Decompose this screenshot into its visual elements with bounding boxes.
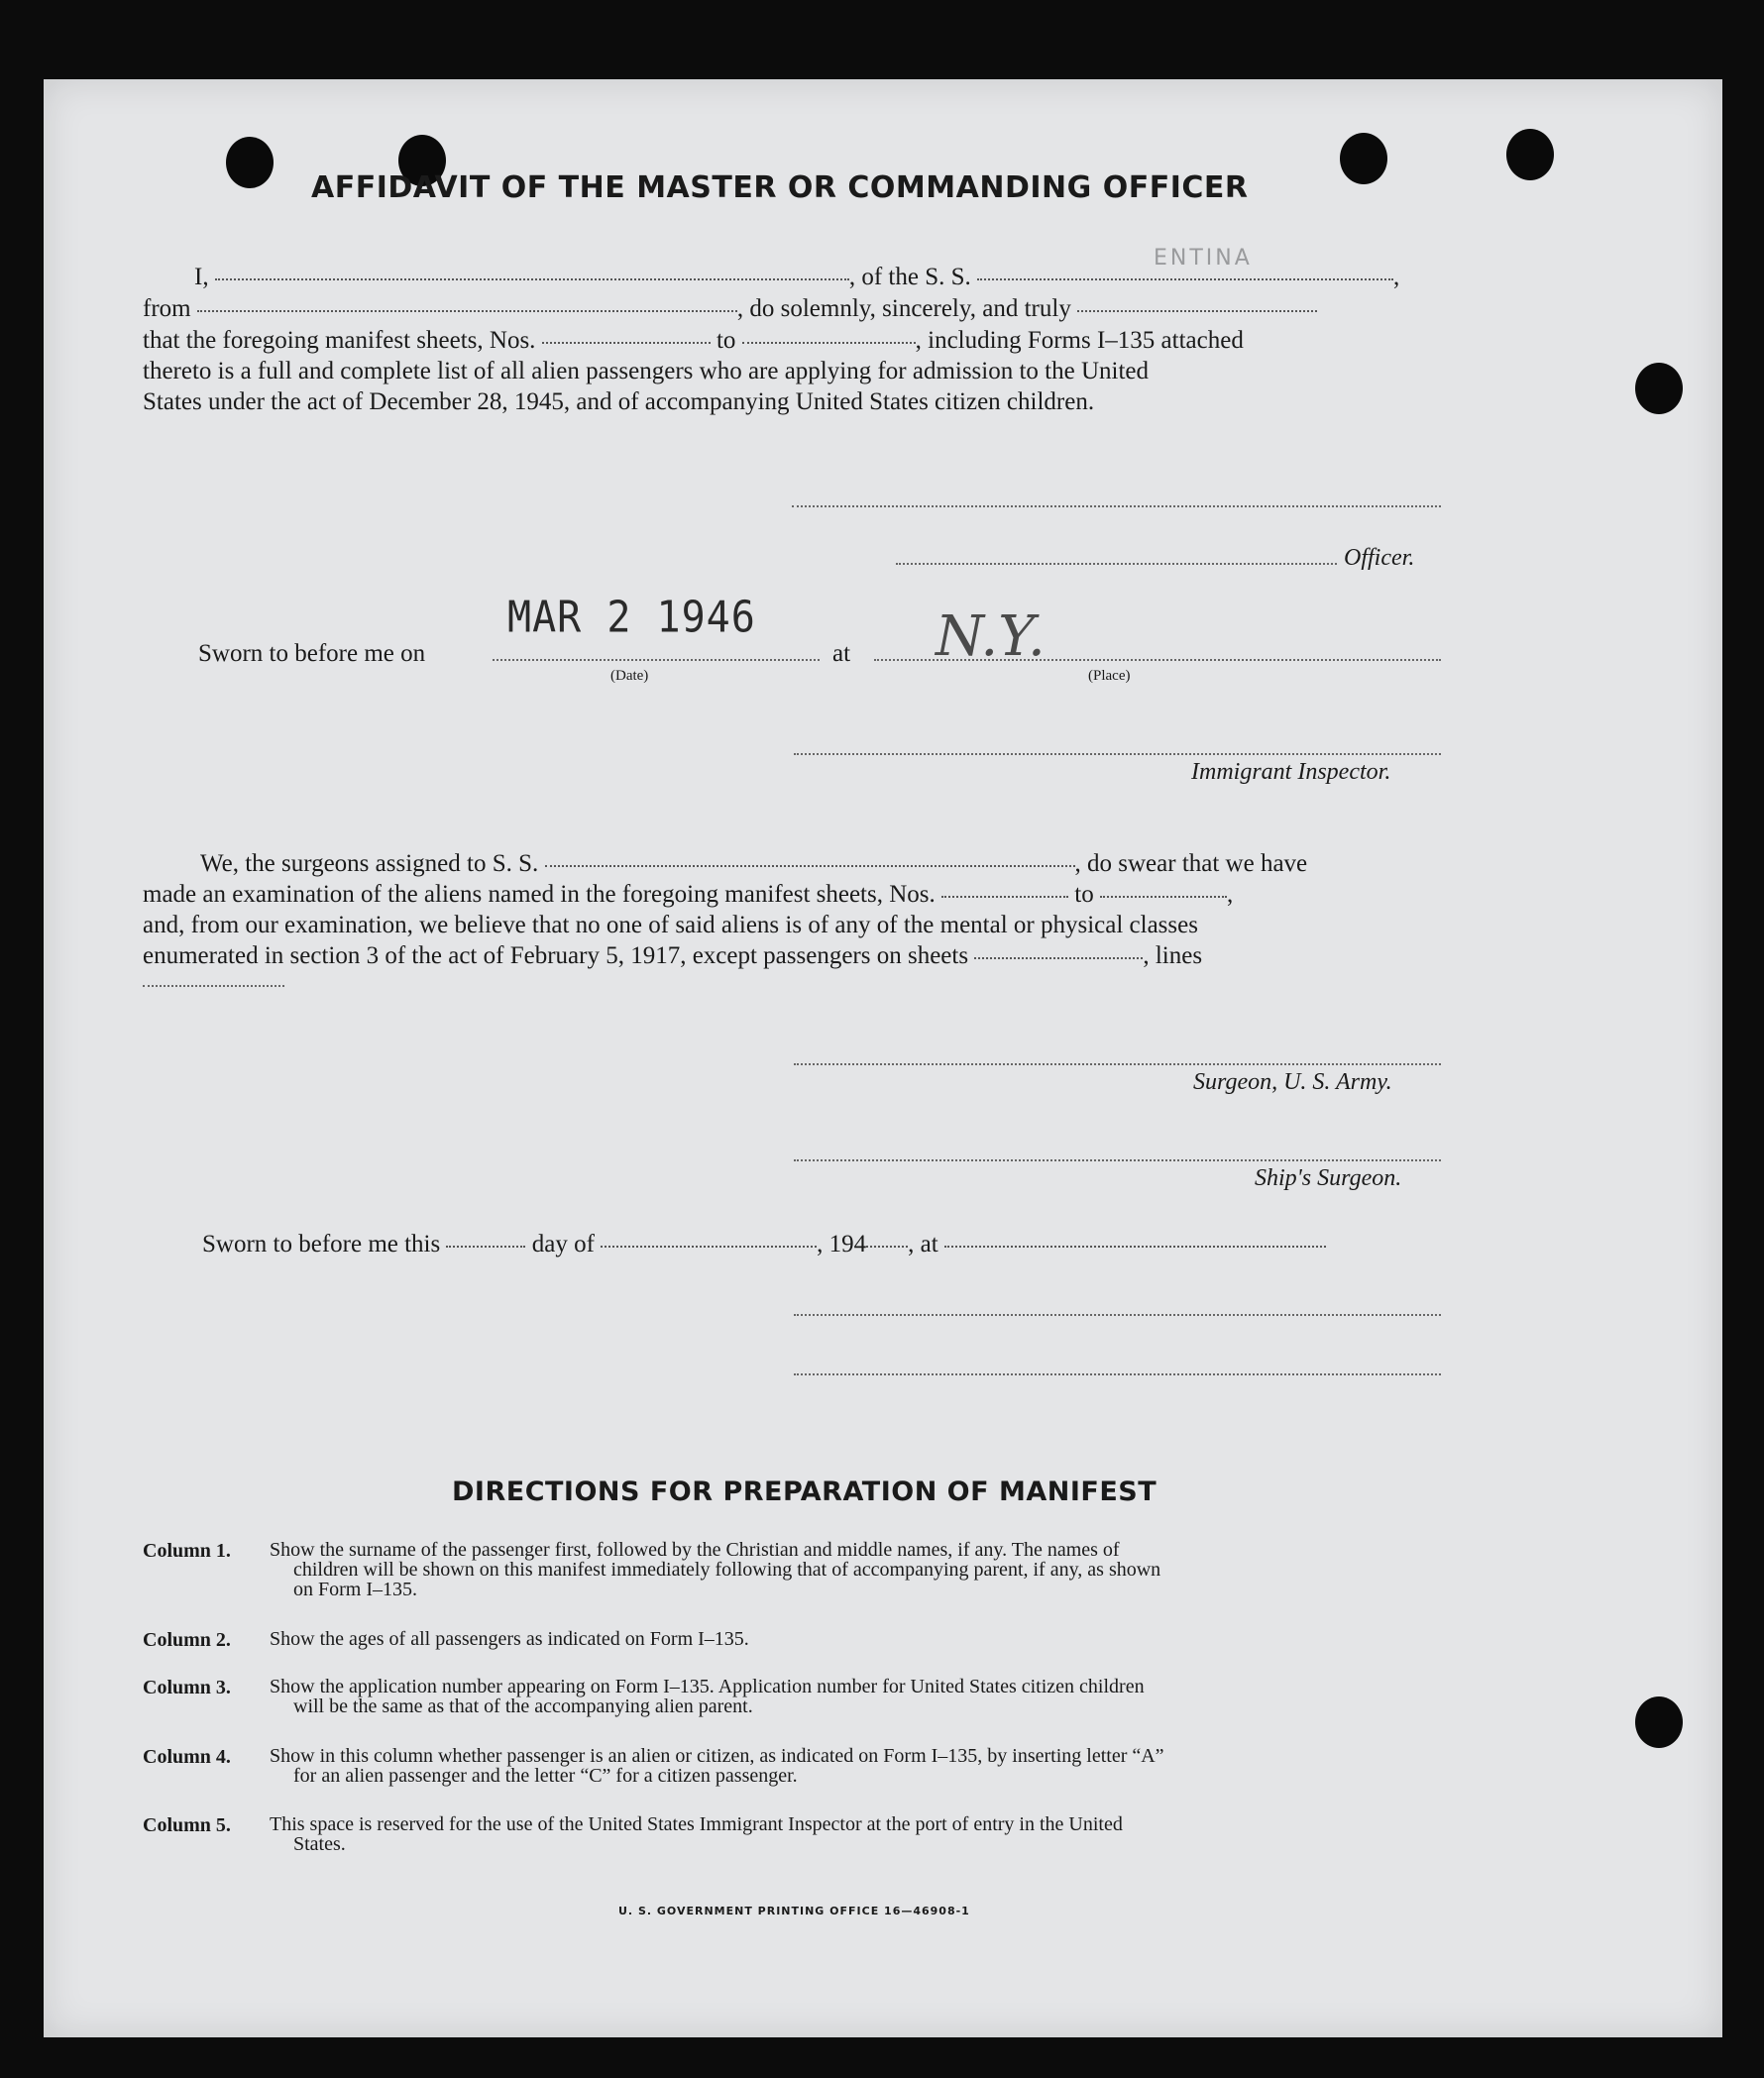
handwritten-place: N.Y. (936, 604, 1046, 669)
surgeons-line-4 (143, 942, 1202, 970)
name-blank[interactable] (215, 278, 849, 280)
text: , of the S. S. (848, 264, 971, 290)
text: Sworn to before me this (202, 1231, 441, 1258)
affidavit-line-5: States under the act of December 28, 1945, and of accompanying United States citizen children. (143, 388, 1095, 415)
army-surgeon-signature-line[interactable] (794, 1063, 1441, 1065)
directions-title: DIRECTIONS FOR PREPARATION OF MANIFEST (452, 1476, 1158, 1507)
text: We, the surgeons assigned to S. S. (200, 850, 539, 877)
direction-text: for an alien passenger and the letter “C” for a citizen passenger. (293, 1765, 798, 1787)
text: that the foregoing manifest sheets, Nos. (143, 327, 536, 354)
ship-surgeon-label: Ship's Surgeon. (1255, 1165, 1402, 1191)
truly-blank[interactable] (1077, 310, 1317, 312)
affidavit-line-3 (143, 327, 1244, 355)
surgeons-line-1 (200, 850, 1307, 878)
surgeons-line-2: made an examination of the aliens named in the foregoing manifest sheets, Nos. to , (143, 881, 1234, 908)
text: , do swear that we have (1074, 850, 1308, 877)
place-caption: (Place) (1088, 668, 1131, 684)
date-line[interactable] (493, 659, 820, 661)
text: from (143, 295, 191, 322)
direction-text: States. (293, 1833, 346, 1855)
text: , do solemnly, sincerely, and truly (736, 295, 1071, 322)
direction-text: This space is reserved for the use of the United States Immigrant Inspector at the port of entry in the United (270, 1813, 1123, 1835)
text: enumerated in section 3 of the act of February 5, 1917, except passengers on sheets (143, 942, 969, 969)
direction-text: Show the ages of all passengers as indicated on Form I–135. (270, 1628, 749, 1650)
army-surgeon-label: Surgeon, U. S. Army. (1193, 1069, 1392, 1095)
surgeon-sheets-to-blank[interactable] (1100, 896, 1227, 898)
text: , 194 (817, 1231, 867, 1258)
punch-hole-icon (1635, 363, 1683, 414)
from-blank[interactable] (197, 310, 737, 312)
direction-label: Column 4. (143, 1746, 231, 1768)
lines-blank[interactable] (143, 985, 284, 987)
text: I, (194, 264, 209, 290)
direction-text: Show the application number appearing on Form I–135. Application number for United States citizen children (270, 1676, 1145, 1697)
direction-label: Column 3. (143, 1677, 231, 1698)
surgeons-sworn-line (202, 1231, 1326, 1258)
direction-label: Column 1. (143, 1540, 231, 1562)
stamped-date: MAR 2 1946 (507, 592, 756, 643)
form-sheet (44, 79, 1722, 2037)
inspector-signature-line[interactable] (794, 753, 1441, 755)
officer-title-line-2[interactable] (794, 1373, 1441, 1375)
ship-surgeon-signature-line[interactable] (794, 1159, 1441, 1161)
month-blank[interactable] (601, 1246, 817, 1248)
surgeons-line-3: and, from our examination, we believe that no one of said aliens is of any of the mental or physical classes (143, 912, 1198, 938)
sheets-from-blank[interactable] (542, 342, 711, 344)
punch-hole-icon (1340, 133, 1387, 184)
direction-text: will be the same as that of the accompanying alien parent. (293, 1695, 753, 1717)
printer-imprint: U. S. GOVERNMENT PRINTING OFFICE 16—46908-1 (618, 1905, 970, 1917)
surgeon-sheets-from-blank[interactable] (941, 896, 1068, 898)
text: to (1074, 881, 1094, 908)
officer-signature-line-2[interactable] (794, 1314, 1441, 1316)
text: to (716, 327, 736, 354)
ship-name-faded: ENTINA (1154, 246, 1253, 271)
direction-text: Show the surname of the passenger first, followed by the Christian and middle names, if any. The names of (270, 1539, 1120, 1561)
affidavit-line-2 (143, 295, 1317, 323)
sworn-label: Sworn to before me on (198, 640, 426, 667)
text: , lines (1143, 942, 1203, 969)
direction-label: Column 2. (143, 1629, 231, 1651)
affidavit-line-4: thereto is a full and complete list of all alien passengers who are applying for admission to the United (143, 358, 1150, 384)
text: , including Forms I–135 attached (915, 327, 1244, 354)
ship-blank[interactable] (977, 278, 1393, 280)
date-caption: (Date) (610, 668, 649, 684)
direction-text: children will be shown on this manifest immediately following that of accompanying parent, if any, as shown (293, 1559, 1161, 1581)
place-blank[interactable] (944, 1246, 1326, 1248)
surgeon-ship-blank[interactable] (545, 865, 1075, 867)
text: made an examination of the aliens named in the foregoing manifest sheets, Nos. (143, 881, 936, 908)
direction-label: Column 5. (143, 1814, 231, 1836)
inspector-label: Immigrant Inspector. (1191, 759, 1391, 785)
punch-hole-icon (1506, 129, 1554, 180)
officer-name-line[interactable] (896, 563, 1337, 565)
sheets-to-blank[interactable] (742, 342, 916, 344)
except-sheets-blank[interactable] (974, 957, 1143, 959)
at-label: at (832, 640, 851, 667)
punch-hole-icon (1635, 1696, 1683, 1748)
text: , at (908, 1231, 938, 1258)
punch-hole-icon (226, 137, 274, 188)
officer-label: Officer. (1344, 545, 1415, 571)
direction-text: Show in this column whether passenger is an alien or citizen, as indicated on Form I–135, by inserting letter “A” (270, 1745, 1164, 1767)
officer-signature-line[interactable] (792, 505, 1441, 507)
affidavit-title: AFFIDAVIT OF THE MASTER OR COMMANDING OFFICER (311, 170, 1249, 205)
text: day of (531, 1231, 595, 1258)
direction-text: on Form I–135. (293, 1579, 417, 1600)
year-blank[interactable] (866, 1246, 908, 1248)
affidavit-line-1: I, , of the S. S. , (194, 264, 1400, 290)
day-blank[interactable] (446, 1246, 525, 1248)
